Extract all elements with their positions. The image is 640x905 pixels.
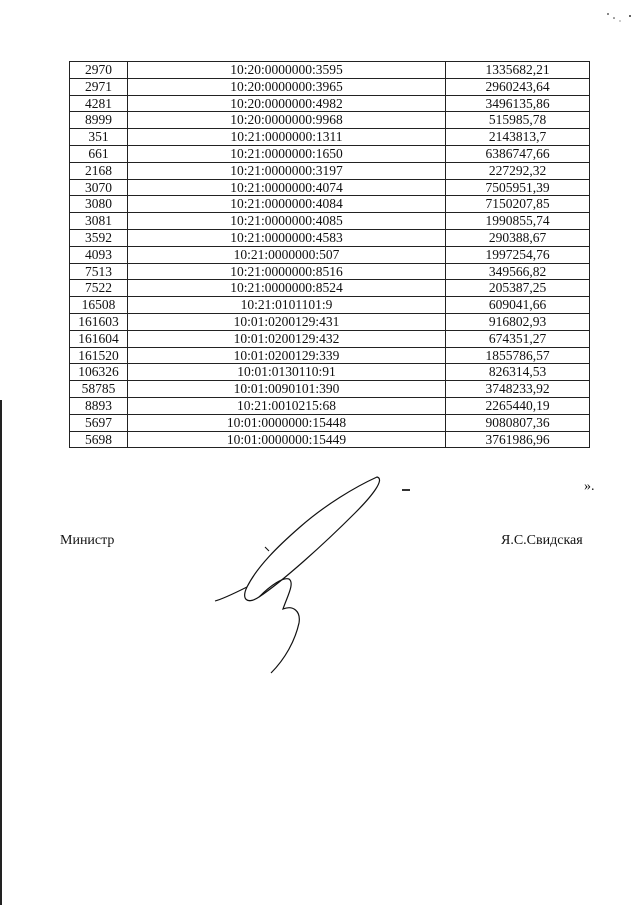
row-number-cell: 4093: [70, 246, 128, 263]
value-cell: 9080807,36: [446, 414, 590, 431]
value-cell: 609041,66: [446, 297, 590, 314]
value-cell: 205387,25: [446, 280, 590, 297]
cadastral-number-cell: 10:21:0000000:4583: [128, 229, 446, 246]
row-number-cell: 2168: [70, 162, 128, 179]
row-number-cell: 58785: [70, 381, 128, 398]
cadastral-number-cell: 10:20:0000000:4982: [128, 95, 446, 112]
value-cell: 3761986,96: [446, 431, 590, 448]
cadastral-number-cell: 10:20:0000000:3965: [128, 78, 446, 95]
signatory-title: Министр: [60, 533, 115, 548]
row-number-cell: 351: [70, 129, 128, 146]
table-row: [70, 162, 590, 179]
table-row: [70, 196, 590, 213]
table-row: [70, 78, 590, 95]
cadastral-number-cell: 10:20:0000000:9968: [128, 112, 446, 129]
cadastral-number-cell: 10:01:0200129:431: [128, 313, 446, 330]
table-row: [70, 263, 590, 280]
row-number-cell: 3592: [70, 229, 128, 246]
row-number-cell: 4281: [70, 95, 128, 112]
table-row: [70, 112, 590, 129]
row-number-cell: 161604: [70, 330, 128, 347]
scan-edge-line: [0, 400, 2, 905]
cadastral-number-cell: 10:21:0000000:4074: [128, 179, 446, 196]
table-body: [70, 62, 590, 448]
row-number-cell: 161520: [70, 347, 128, 364]
closing-quote: ».: [584, 479, 595, 494]
value-cell: 7505951,39: [446, 179, 590, 196]
value-cell: 1855786,57: [446, 347, 590, 364]
value-cell: 826314,53: [446, 364, 590, 381]
row-number-cell: 2971: [70, 78, 128, 95]
cadastral-table: [69, 61, 590, 448]
cadastral-number-cell: 10:21:0000000:8524: [128, 280, 446, 297]
row-number-cell: 16508: [70, 297, 128, 314]
value-cell: 1997254,76: [446, 246, 590, 263]
table-row: [70, 280, 590, 297]
table-row: [70, 330, 590, 347]
row-number-cell: 661: [70, 145, 128, 162]
table-row: [70, 213, 590, 230]
cadastral-number-cell: 10:01:0130110:91: [128, 364, 446, 381]
value-cell: 227292,32: [446, 162, 590, 179]
cadastral-number-cell: 10:21:0000000:1311: [128, 129, 446, 146]
cadastral-number-cell: 10:21:0000000:8516: [128, 263, 446, 280]
table-row: [70, 431, 590, 448]
table-row: [70, 414, 590, 431]
table-row: [70, 397, 590, 414]
row-number-cell: 8893: [70, 397, 128, 414]
table-row: [70, 297, 590, 314]
row-number-cell: 161603: [70, 313, 128, 330]
cadastral-number-cell: 10:21:0000000:4084: [128, 196, 446, 213]
table-row: [70, 129, 590, 146]
value-cell: 2960243,64: [446, 78, 590, 95]
row-number-cell: 3070: [70, 179, 128, 196]
value-cell: 7150207,85: [446, 196, 590, 213]
value-cell: 2143813,7: [446, 129, 590, 146]
cadastral-number-cell: 10:21:0000000:4085: [128, 213, 446, 230]
cadastral-number-cell: 10:01:0200129:432: [128, 330, 446, 347]
row-number-cell: 7522: [70, 280, 128, 297]
cadastral-number-cell: 10:01:0000000:15449: [128, 431, 446, 448]
table-row: [70, 95, 590, 112]
value-cell: 3496135,86: [446, 95, 590, 112]
cadastral-number-cell: 10:01:0090101:390: [128, 381, 446, 398]
table-row: [70, 313, 590, 330]
value-cell: 2265440,19: [446, 397, 590, 414]
table-row: [70, 347, 590, 364]
row-number-cell: 5698: [70, 431, 128, 448]
value-cell: 3748233,92: [446, 381, 590, 398]
table-row: [70, 179, 590, 196]
table-row: [70, 381, 590, 398]
cadastral-number-cell: 10:21:0000000:3197: [128, 162, 446, 179]
table-row: [70, 246, 590, 263]
row-number-cell: 106326: [70, 364, 128, 381]
row-number-cell: 3081: [70, 213, 128, 230]
signatory-name: Я.С.Свидская: [501, 533, 583, 548]
value-cell: 6386747,66: [446, 145, 590, 162]
value-cell: 674351,27: [446, 330, 590, 347]
table-row: [70, 229, 590, 246]
row-number-cell: 2970: [70, 62, 128, 79]
value-cell: 349566,82: [446, 263, 590, 280]
table-row: [70, 62, 590, 79]
row-number-cell: 5697: [70, 414, 128, 431]
cadastral-number-cell: 10:21:0000000:507: [128, 246, 446, 263]
value-cell: 916802,93: [446, 313, 590, 330]
cadastral-number-cell: 10:21:0010215:68: [128, 397, 446, 414]
cadastral-number-cell: 10:01:0000000:15448: [128, 414, 446, 431]
row-number-cell: 3080: [70, 196, 128, 213]
row-number-cell: 8999: [70, 112, 128, 129]
table-row: [70, 364, 590, 381]
cadastral-number-cell: 10:01:0200129:339: [128, 347, 446, 364]
table-row: [70, 145, 590, 162]
value-cell: 1335682,21: [446, 62, 590, 79]
value-cell: 515985,78: [446, 112, 590, 129]
cadastral-number-cell: 10:20:0000000:3595: [128, 62, 446, 79]
value-cell: 1990855,74: [446, 213, 590, 230]
row-number-cell: 7513: [70, 263, 128, 280]
cadastral-number-cell: 10:21:0101101:9: [128, 297, 446, 314]
signature-icon: [205, 465, 405, 680]
value-cell: 290388,67: [446, 229, 590, 246]
cadastral-number-cell: 10:21:0000000:1650: [128, 145, 446, 162]
scan-specks-icon: [600, 6, 636, 30]
